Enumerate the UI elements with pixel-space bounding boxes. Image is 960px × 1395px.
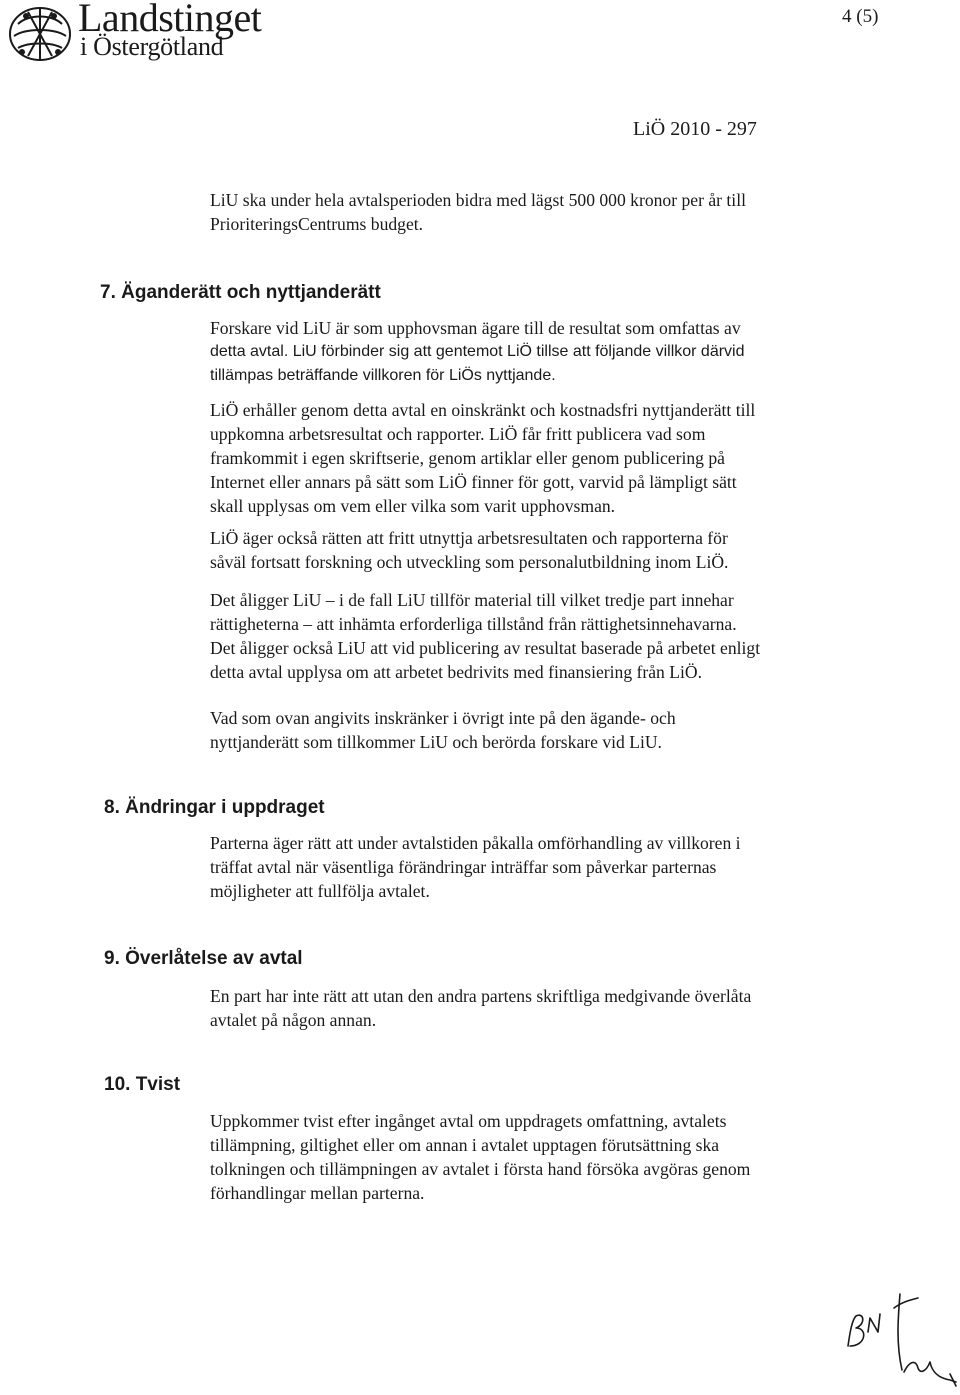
logo-emblem-icon <box>4 2 76 66</box>
text-line: framkommit i egen skriftserie, genom artiklar eller genom publicering på <box>210 448 725 468</box>
text-line: LiU ska under hela avtalsperioden bidra med lägst 500 000 kronor per år till <box>210 190 746 210</box>
text-line: Parterna äger rätt att under avtalstiden påkalla omförhandling av villkoren i <box>210 833 741 853</box>
text-line: detta avtal upplysa om att arbetet bedrivits med finansiering från LiÖ. <box>210 662 702 682</box>
section7-paragraph-1 <box>210 316 850 388</box>
text-line: rättigheterna – att inhämta erforderliga tillstånd från rättighetsinnehavarna. <box>210 614 737 634</box>
text-line: tillämpas beträffande villkoren för LiÖs nyttjande. <box>210 367 556 384</box>
text-line: skall upplysas om vem eller vilka som varit upphovsman. <box>210 496 616 516</box>
text-line: avtalet på någon annan. <box>210 1010 377 1030</box>
section8-paragraph <box>210 831 850 903</box>
text-line: träffat avtal när väsentliga förändringar inträffar som påverkar parternas <box>210 857 717 877</box>
section7-paragraph-3 <box>210 526 850 574</box>
text-line: förhandlingar mellan parterna. <box>210 1183 425 1203</box>
text-line: Det åligger också LiU att vid publicering av resultat baserade på arbetet enligt <box>210 638 761 658</box>
text-line: PrioriteringsCentrums budget. <box>210 214 424 234</box>
text-line: tillämpning, giltighet eller om annan i avtalet upptagen förutsättning ska <box>210 1135 720 1155</box>
section-heading-8: 8. Ändringar i uppdraget <box>104 797 325 818</box>
text-line: Det åligger LiU – i de fall LiU tillför material till vilket tredje part innehar <box>210 590 734 610</box>
text-line: möjligheter att fullfölja avtalet. <box>210 881 430 901</box>
text-line: Vad som ovan angivits inskränker i övrigt inte på den ägande- och <box>210 708 676 728</box>
handwritten-initials <box>838 1288 958 1392</box>
page-number: 4 (5) <box>842 6 879 27</box>
text-line: Internet eller annars på sätt som LiÖ finner för gott, varvid på lämpligt sätt <box>210 472 737 492</box>
section-heading-7: 7. Äganderätt och nyttjanderätt <box>100 282 381 303</box>
section-heading-10: 10. Tvist <box>104 1074 181 1095</box>
section-heading-9: 9. Överlåtelse av avtal <box>104 948 303 969</box>
text-line: En part har inte rätt att utan den andra partens skriftliga medgivande överlåta <box>210 986 752 1006</box>
document-reference: LiÖ 2010 - 297 <box>633 118 757 140</box>
text-line: Uppkommer tvist efter ingånget avtal om uppdragets omfattning, avtalets <box>210 1111 727 1131</box>
org-subtitle: i Östergötland <box>80 32 224 61</box>
section7-paragraph-4 <box>210 588 850 684</box>
section7-paragraph-5 <box>210 706 850 754</box>
text-line: nyttjanderätt som tillkommer LiU och berörda forskare vid LiU. <box>210 732 662 752</box>
text-line: detta avtal. LiU förbinder sig att gentemot LiÖ tillse att följande villkor därvid <box>210 343 745 360</box>
org-name: Landstinget <box>78 0 262 40</box>
text-line: såväl fortsatt forskning och utveckling som personalutbildning inom LiÖ. <box>210 552 729 572</box>
text-line: uppkomna arbetsresultat och rapporter. LiÖ får fritt publicera vad som <box>210 424 706 444</box>
text-line: Forskare vid LiU är som upphovsman ägare till de resultat som omfattas av <box>210 318 741 338</box>
section10-paragraph <box>210 1109 850 1205</box>
intro-paragraph <box>210 188 850 236</box>
text-line: LiÖ erhåller genom detta avtal en oinskränkt och kostnadsfri nyttjanderätt till <box>210 400 756 420</box>
section7-paragraph-2 <box>210 398 850 518</box>
section9-paragraph <box>210 984 850 1032</box>
text-line: tolkningen och tillämpningen av avtalet i första hand försöka avgöras genom <box>210 1159 751 1179</box>
text-line: LiÖ äger också rätten att fritt utnyttja arbetsresultaten och rapporterna för <box>210 528 728 548</box>
